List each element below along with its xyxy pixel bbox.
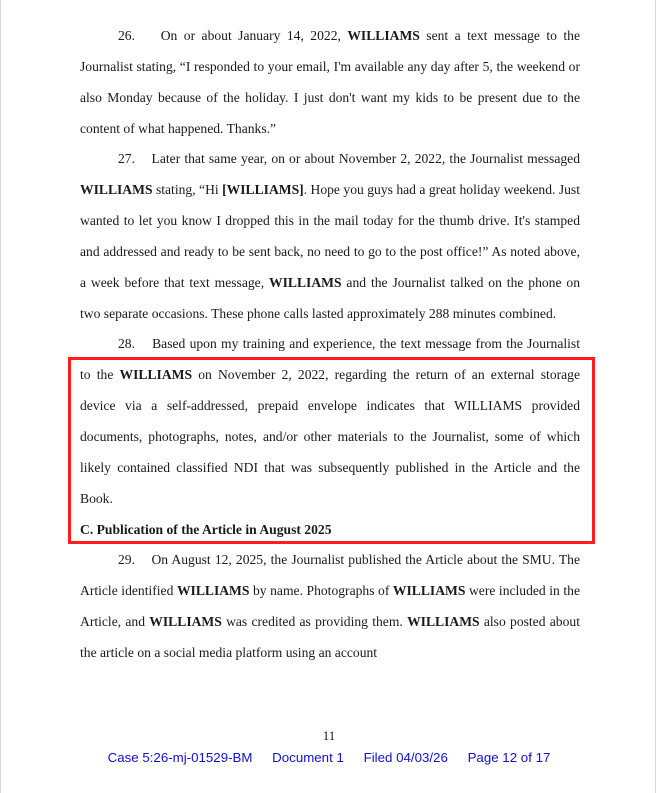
text-run: also posted about the article on a social media platform using an account [80,614,580,660]
text-run: On August 12, 2025, the Journalist published the Article about the SMU. The Article identified [80,552,580,599]
paragraph-number: 27. [118,151,135,167]
case-header [1,750,656,765]
text-run: and the Journalist talked on the phone on two separate occasions. These phone calls lasted approximately 288 minutes combined. [80,274,581,321]
text-run: Later that same year, on or about November 2, 2022, the Journalist messaged [151,151,581,167]
paragraph-26 [80,21,580,144]
highlight-annotation-box [68,357,595,544]
text-run: On or about January 14, 2022, [160,28,348,43]
bold-name-text: WILLIAMS [269,274,342,290]
paragraph-number: 29. [118,552,135,568]
text-run: were included in the Article, and [80,583,581,630]
paragraph-27 [80,144,580,329]
bold-name-text: WILLIAMS [80,182,153,198]
paragraph-text [80,28,580,136]
text-run: sent a text message to the Journalist stating, “I responded to your email, I'm available any day after 5, the weekend or also Monday because of the holiday. I just don't want my kids to be present due to the content of what happened. Thanks.” [80,28,580,136]
text-run: . Hope you guys had a great holiday weekend. Just wanted to let you know I dropped this in the mail today for the thumb drive. It's stamped and addressed and ready to be sent back, no need to go to the post office!” As noted above, a week before that text message, [80,182,580,290]
bold-name-text: [WILLIAMS] [222,182,304,198]
bold-name-text: WILLIAMS [392,583,466,599]
bold-name-text: WILLIAMS [407,614,480,630]
document-number: Document 1 [272,750,344,765]
text-run: by name. Photographs of [249,583,393,599]
text-run: stating, “Hi [152,182,223,198]
paragraph-text [80,552,580,660]
page-number: 11 [322,728,336,743]
bold-name-text: WILLIAMS [347,28,420,43]
filed-date: Filed 04/03/26 [363,750,448,765]
text-run: Based upon my training and experience, the text message from the Journalist to the [80,336,580,383]
case-number: Case 5:26-mj-01529-BM [107,750,253,765]
bold-name-text: WILLIAMS [149,614,222,630]
paragraph-29 [80,545,580,668]
text-run: was credited as providing them. [221,614,408,630]
bold-name-text: WILLIAMS [176,583,250,599]
text-run: on November 2, 2022, regarding the return of an external storage device via a self-addressed, prepaid envelope indicates that WILLIAMS provided documents, photographs, notes, and/or other materials to the Journalist, some of which likely contained classified NDI that was subsequently published in the Article and the Book. [80,367,581,506]
page-count: Page 12 of 17 [467,750,551,765]
paragraph-number: 26. [118,28,135,43]
bold-name-text: WILLIAMS [119,367,193,383]
document-body [80,21,580,669]
section-heading: C. Publication of the Article in August 2025 [80,521,332,537]
paragraph-number: 28. [118,336,135,352]
paragraph-text [80,151,580,320]
